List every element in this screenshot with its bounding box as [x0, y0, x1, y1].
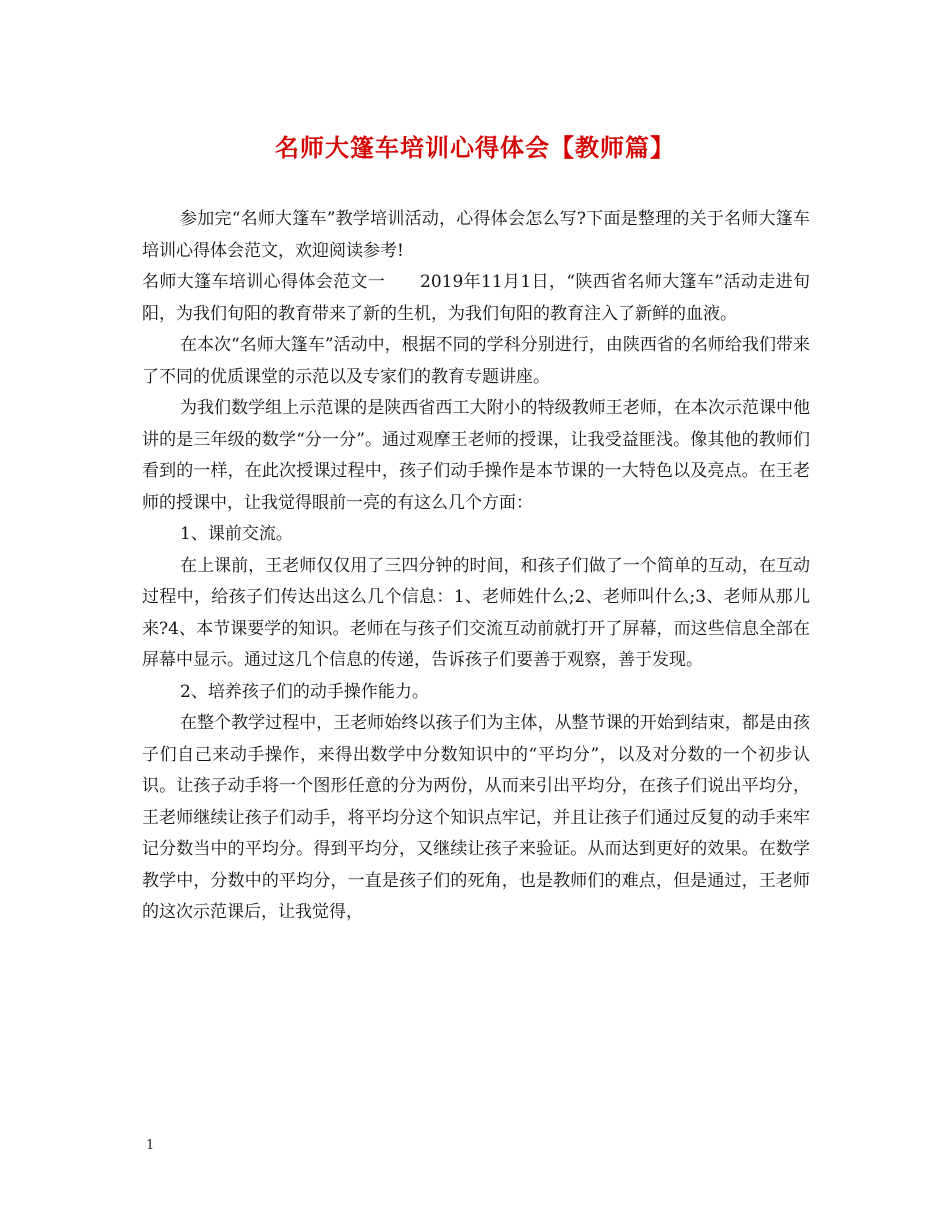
paragraph-point-2-heading: 2、培养孩子们的动手操作能力。 — [180, 681, 429, 702]
paragraph-point-1-body: 在上课前，王老师仅仅用了三四分钟的时间，和孩子们做了一个简单的互动，在互动过程中，给孩子们传达出这么几个信息：1、老师姓什么;2、老师叫什么;3、老师从那儿来?4、本节课要学的知识。老师在与孩子们交流互动前就打开了屏幕，而这些信息全部在屏幕中显示。通过这几个信息的传递，告诉孩子们要善于观察，善于发现。 — [142, 555, 810, 670]
paragraph-point-1-heading: 1、课前交流。 — [180, 524, 293, 544]
paragraph-essay-heading: 名师大篷车培训心得体会范文一 2019年11月1日，“陕西省名师大篷车”活动走进旬阳，为我们旬阳的教育带来了新的生机，为我们旬阳的教育注入了新鲜的血液。 — [142, 272, 810, 324]
document-body — [142, 204, 810, 929]
paragraph-intro: 参加完“名师大篷车”教学培训活动，心得体会怎么写?下面是整理的关于名师大篷车培训心得体会范文，欢迎阅读参考! — [142, 209, 810, 261]
paragraph-activity: 在本次“名师大篷车”活动中，根据不同的学科分别进行，由陕西省的名师给我们带来了不同的优质课堂的示范以及专家们的教育专题讲座。 — [142, 335, 810, 387]
paragraph-demo-lesson: 为我们数学组上示范课的是陕西省西工大附小的特级教师王老师，在本次示范课中他讲的是三年级的数学“分一分”。通过观摩王老师的授课，让我受益匪浅。像其他的教师们看到的一样，在此次授课过程中，孩子们动手操作是本节课的一大特色以及亮点。在王老师的授课中，让我觉得眼前一亮的有这么几个方面： — [142, 398, 810, 513]
page-number: 1 — [146, 1138, 155, 1153]
paragraph-point-2-body: 在整个教学过程中，王老师始终以孩子们为主体，从整节课的开始到结束，都是由孩子们自己来动手操作，来得出数学中分数知识中的“平均分”，以及对分数的一个初步认识。让孩子动手将一个图形任意的分为两份，从而来引出平均分，在孩子们说出平均分，王老师继续让孩子们动手，将平均分这个知识点牢记，并且让孩子们通过反复的动手来牢记分数当中的平均分。得到平均分，又继续让孩子来验证。从而达到更好的效果。在数学教学中，分数中的平均分，一直是孩子们的死角，也是教师们的难点，但是通过，王老师的这次示范课后，让我觉得， — [142, 713, 810, 922]
document-title: 名师大篷车培训心得体会【教师篇】 — [275, 133, 675, 162]
